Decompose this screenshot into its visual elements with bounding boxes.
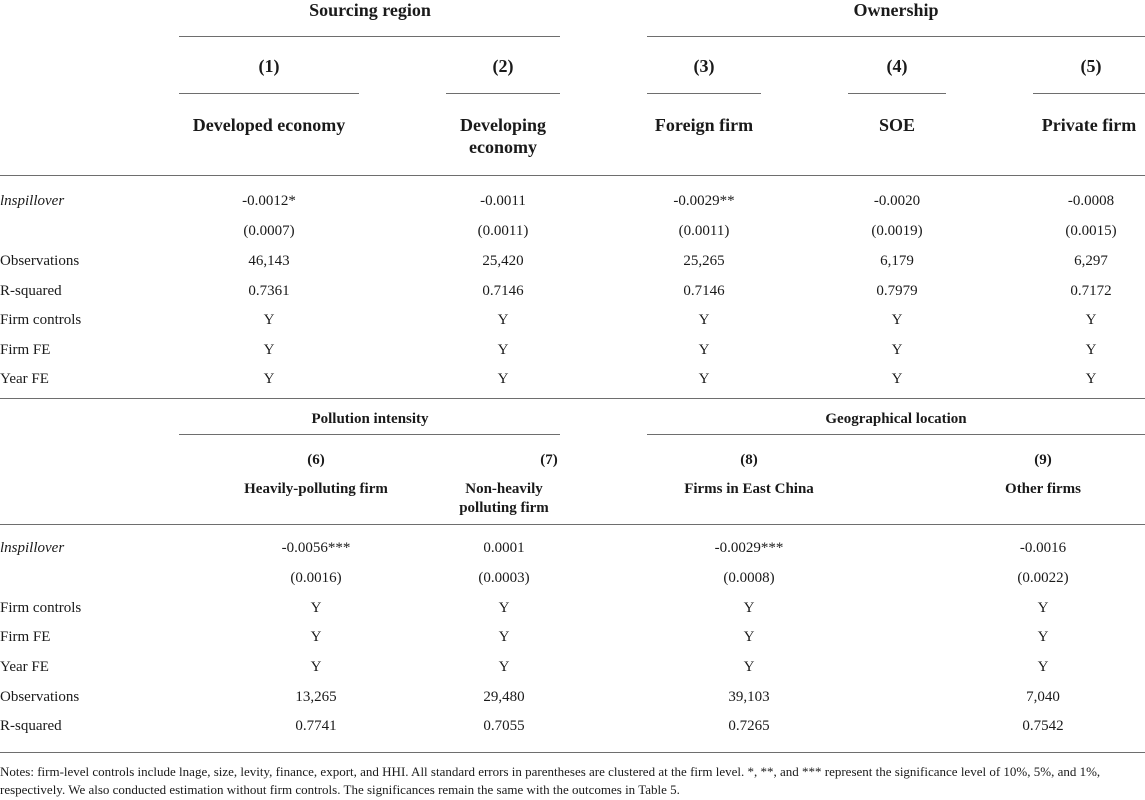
row-label: lnspillover	[0, 540, 65, 556]
panel-divider-rule	[0, 398, 1145, 399]
table-cell: Y	[743, 629, 755, 645]
row-label: R-squared	[0, 283, 62, 299]
row-label: Firm controls	[0, 600, 82, 616]
column-rule-1	[179, 93, 359, 94]
group-rule-pollution-intensity	[179, 434, 560, 435]
group-rule-ownership	[647, 36, 1145, 37]
group-header-geographical-location: Geographical location	[825, 411, 967, 427]
table-cell: Y	[743, 600, 755, 616]
group-header-ownership: Ownership	[853, 0, 939, 20]
column-number-5: (5)	[1080, 56, 1102, 76]
column-name-1: Developed economy	[192, 115, 346, 135]
panel1-header-rule	[0, 175, 1145, 176]
column-name-4: SOE	[878, 115, 916, 135]
column-name-9: Other firms	[1005, 481, 1081, 497]
table-cell: 39,103	[728, 689, 770, 705]
table-cell: -0.0016	[1019, 540, 1067, 556]
table-cell: 29,480	[483, 689, 525, 705]
column-name-2: Developing economy	[459, 115, 547, 157]
group-header-pollution-intensity: Pollution intensity	[311, 411, 429, 427]
group-rule-geographical-location	[647, 434, 1145, 435]
table-cell: Y	[1037, 600, 1049, 616]
table-cell: Y	[1085, 342, 1097, 358]
table-cell: -0.0056***	[281, 540, 351, 556]
row-label: Firm FE	[0, 629, 51, 645]
panel2-header-rule	[0, 524, 1145, 525]
row-label: Observations	[0, 689, 80, 705]
column-number-8: (8)	[740, 452, 758, 468]
table-cell: 0.7361	[248, 283, 290, 299]
table-cell: Y	[1037, 659, 1049, 675]
row-label: Year FE	[0, 659, 49, 675]
table-cell: (0.0015)	[1065, 223, 1117, 239]
column-number-3: (3)	[693, 56, 715, 76]
table-cell: -0.0029**	[673, 193, 735, 209]
row-label: Firm FE	[0, 342, 51, 358]
table-cell: Y	[497, 312, 509, 328]
table-cell: Y	[498, 659, 510, 675]
table-cell: Y	[498, 600, 510, 616]
column-number-2: (2)	[492, 56, 514, 76]
table-cell: Y	[1085, 371, 1097, 387]
row-label: Year FE	[0, 371, 49, 387]
table-cell: 0.0001	[483, 540, 525, 556]
table-cell: 6,179	[880, 253, 914, 269]
table-cell: 0.7146	[482, 283, 524, 299]
table-cell: Y	[891, 371, 903, 387]
table-cell: Y	[310, 659, 322, 675]
table-cell: 13,265	[295, 689, 337, 705]
column-name-5: Private firm	[1041, 115, 1137, 135]
table-cell: Y	[1085, 312, 1097, 328]
column-number-6: (6)	[307, 452, 325, 468]
table-cell: (0.0003)	[478, 570, 530, 586]
table-cell: -0.0011	[480, 193, 526, 209]
column-rule-2	[446, 93, 560, 94]
table-cell: 0.7265	[728, 718, 770, 734]
table-cell: (0.0007)	[243, 223, 295, 239]
table-cell: 0.7146	[683, 283, 725, 299]
table-bottom-rule	[0, 752, 1145, 753]
row-label: Firm controls	[0, 312, 82, 328]
table-cell: Y	[497, 371, 509, 387]
column-rule-4	[848, 93, 946, 94]
column-name-6: Heavily-polluting firm	[244, 481, 388, 497]
table-cell: 46,143	[248, 253, 290, 269]
column-name-3: Foreign firm	[654, 115, 754, 135]
table-cell: Y	[743, 659, 755, 675]
table-cell: -0.0008	[1067, 193, 1115, 209]
table-cell: 25,420	[482, 253, 524, 269]
column-number-1: (1)	[258, 56, 280, 76]
table-cell: Y	[698, 371, 710, 387]
row-label: lnspillover	[0, 193, 65, 209]
group-rule-sourcing-region	[179, 36, 560, 37]
table-notes: Notes: firm-level controls include lnage, size, levity, finance, export, and HHI. All standard errors in parentheses are clustered at the firm level. *, **, and *** represent the significance level of 10%, 5%, and 1%, respectively. We also conducted estimation without firm controls. The significances remain the same with the outcomes in Table 5.	[0, 764, 1101, 797]
table-cell: 0.7172	[1070, 283, 1112, 299]
table-cell: Y	[497, 342, 509, 358]
table-cell: Y	[698, 342, 710, 358]
row-label: R-squared	[0, 718, 62, 734]
table-cell: Y	[498, 629, 510, 645]
column-rule-5	[1033, 93, 1145, 94]
column-number-7: (7)	[540, 452, 558, 468]
table-cell: 0.7055	[483, 718, 525, 734]
column-name-7: Non-heavily polluting firm	[459, 481, 549, 516]
table-cell: Y	[891, 342, 903, 358]
table-cell: (0.0019)	[871, 223, 923, 239]
group-header-sourcing-region: Sourcing region	[309, 0, 431, 20]
table-cell: 6,297	[1074, 253, 1108, 269]
table-cell: Y	[263, 312, 275, 328]
table-cell: (0.0011)	[477, 223, 529, 239]
table-cell: (0.0016)	[290, 570, 342, 586]
column-number-9: (9)	[1034, 452, 1052, 468]
table-cell: (0.0008)	[723, 570, 775, 586]
table-cell: Y	[263, 371, 275, 387]
table-cell: Y	[263, 342, 275, 358]
table-cell: 25,265	[683, 253, 725, 269]
table-cell: 0.7542	[1022, 718, 1064, 734]
table-cell: 0.7741	[295, 718, 337, 734]
table-cell: 0.7979	[876, 283, 918, 299]
table-cell: Y	[310, 629, 322, 645]
column-number-4: (4)	[886, 56, 908, 76]
column-rule-3	[647, 93, 761, 94]
table-cell: (0.0022)	[1017, 570, 1069, 586]
table-cell: (0.0011)	[678, 223, 730, 239]
table-cell: -0.0012*	[242, 193, 296, 209]
column-name-8: Firms in East China	[684, 481, 814, 497]
table-cell: Y	[698, 312, 710, 328]
table-cell: Y	[891, 312, 903, 328]
row-label: Observations	[0, 253, 80, 269]
table-cell: Y	[310, 600, 322, 616]
table-cell: -0.0029***	[714, 540, 784, 556]
table-cell: -0.0020	[873, 193, 921, 209]
table-cell: 7,040	[1026, 689, 1060, 705]
table-cell: Y	[1037, 629, 1049, 645]
